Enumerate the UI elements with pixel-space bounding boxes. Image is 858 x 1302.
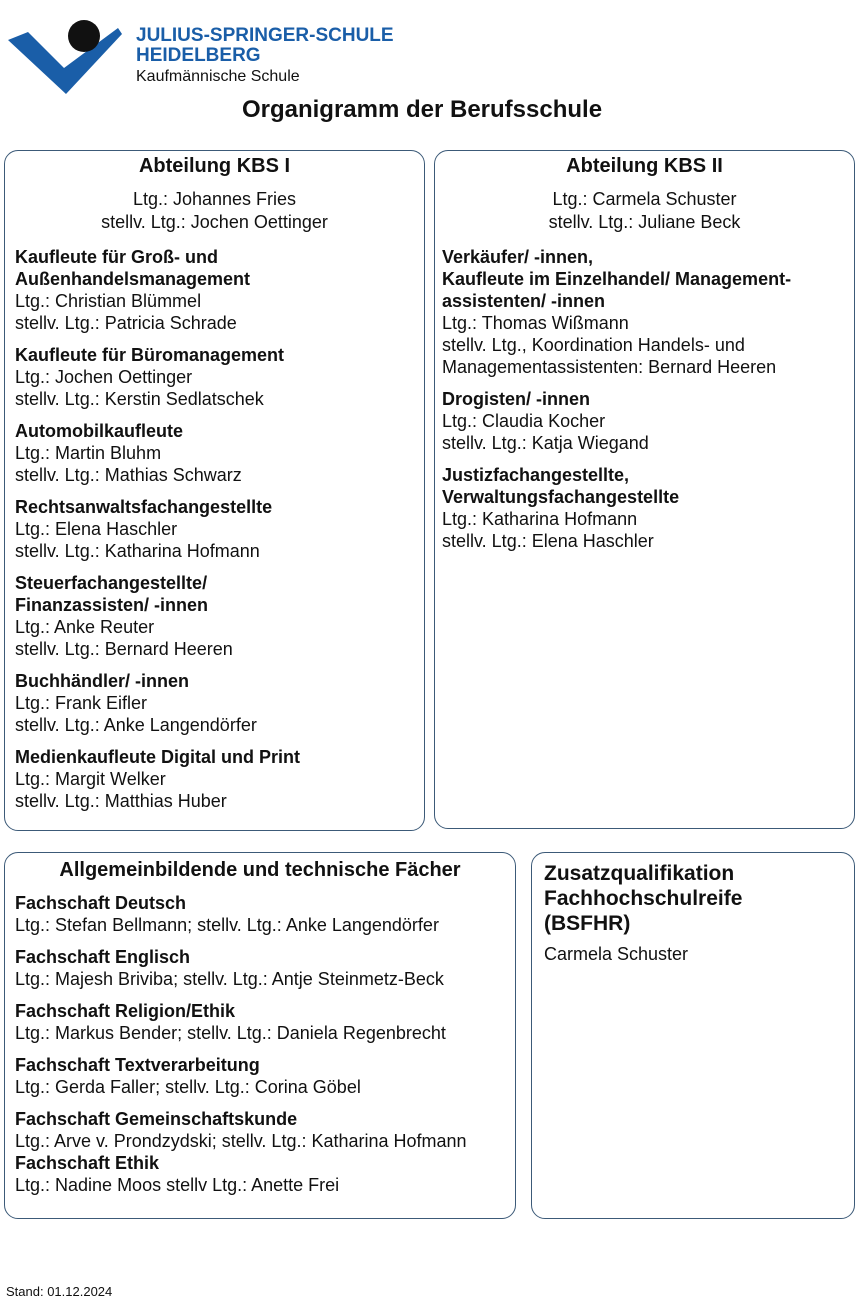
program-title-line: Medienkaufleute Digital und Print bbox=[15, 747, 301, 767]
department-kbs1-title: Abteilung KBS I bbox=[138, 155, 291, 177]
department-kbs2-title: Abteilung KBS II bbox=[566, 155, 723, 177]
program-leader: Ltg.: Margit Welker bbox=[15, 769, 166, 789]
school-name-line2: HEIDELBERG bbox=[136, 45, 261, 66]
subject-section bbox=[15, 1054, 515, 1098]
additional-qualification-box bbox=[531, 852, 855, 1219]
subject-title: Fachschaft Religion/Ethik bbox=[15, 1001, 236, 1021]
subject-section bbox=[15, 1152, 515, 1196]
subject-title: Fachschaft Englisch bbox=[15, 947, 191, 967]
subject-section bbox=[15, 946, 515, 990]
program-leader: Ltg.: Anke Reuter bbox=[15, 617, 155, 637]
program-title-line: Justizfachangestellte, bbox=[442, 465, 630, 485]
program-title-line: Verkäufer/ -innen, bbox=[442, 247, 594, 267]
program-deputy: stellv. Ltg.: Patricia Schrade bbox=[15, 313, 237, 333]
department-kbs1-leadership bbox=[5, 188, 424, 234]
program-deputy: stellv. Ltg.: Matthias Huber bbox=[15, 791, 227, 811]
additional-qualification-title-line: (BSFHR) bbox=[544, 912, 631, 935]
program-title-line: assistenten/ -innen bbox=[442, 291, 606, 311]
school-name-line1: JULIUS-SPRINGER-SCHULE bbox=[136, 25, 394, 46]
school-logo-checkmark-icon bbox=[6, 18, 126, 98]
program-title-line: Automobilkaufleute bbox=[15, 421, 184, 441]
program-section bbox=[15, 420, 424, 486]
general-subjects-sections bbox=[5, 892, 515, 1196]
program-title-line: Kaufleute für Groß- und bbox=[15, 247, 218, 267]
subject-section bbox=[15, 1000, 515, 1044]
department-kbs2-deputy: stellv. Ltg.: Juliane Beck bbox=[548, 212, 741, 232]
program-section bbox=[442, 246, 854, 378]
department-kbs2-sections bbox=[435, 246, 854, 552]
program-deputy: stellv. Ltg., Koordination Handels- und bbox=[442, 335, 745, 355]
program-title-line: Kaufleute im Einzelhandel/ Management- bbox=[442, 269, 792, 289]
program-title-line: Kaufleute für Büromanagement bbox=[15, 345, 285, 365]
program-section bbox=[15, 670, 424, 736]
program-title-line: Buchhändler/ -innen bbox=[15, 671, 190, 691]
program-deputy: stellv. Ltg.: Mathias Schwarz bbox=[15, 465, 242, 485]
program-deputy: stellv. Ltg.: Kerstin Sedlatschek bbox=[15, 389, 264, 409]
program-deputy: stellv. Ltg.: Elena Haschler bbox=[442, 531, 654, 551]
subject-title: Fachschaft Gemeinschaftskunde bbox=[15, 1109, 298, 1129]
department-kbs1-deputy: stellv. Ltg.: Jochen Oettinger bbox=[101, 212, 328, 232]
additional-qualification-title-line: Fachhochschulreife bbox=[544, 887, 743, 910]
department-kbs1-leader: Ltg.: Johannes Fries bbox=[132, 189, 297, 209]
general-subjects-box bbox=[4, 852, 516, 1219]
subject-leadership: Ltg.: Markus Bender; stellv. Ltg.: Daniela Regenbrecht bbox=[15, 1023, 446, 1043]
program-leader: Ltg.: Christian Blümmel bbox=[15, 291, 202, 311]
program-title-line: Finanzassisten/ -innen bbox=[15, 595, 209, 615]
subject-leadership: Ltg.: Nadine Moos stellv Ltg.: Anette Frei bbox=[15, 1175, 340, 1195]
program-leader: Ltg.: Thomas Wißmann bbox=[442, 313, 629, 333]
program-leader: Ltg.: Jochen Oettinger bbox=[15, 367, 193, 387]
program-deputy: stellv. Ltg.: Katja Wiegand bbox=[442, 433, 649, 453]
program-leader: Ltg.: Katharina Hofmann bbox=[442, 509, 638, 529]
program-leader: Ltg.: Martin Bluhm bbox=[15, 443, 162, 463]
additional-qualification-title-line: Zusatzqualifikation bbox=[544, 862, 735, 885]
department-kbs2-leadership bbox=[435, 188, 854, 234]
department-kbs2-leader: Ltg.: Carmela Schuster bbox=[552, 189, 737, 209]
subject-section bbox=[15, 1108, 515, 1152]
program-section bbox=[442, 464, 854, 552]
program-title-line: Verwaltungsfachangestellte bbox=[442, 487, 680, 507]
subject-title: Fachschaft Ethik bbox=[15, 1153, 160, 1173]
page-title: Organigramm der Berufsschule bbox=[241, 96, 603, 123]
footer-stand-date: Stand: 01.12.2024 bbox=[6, 1284, 113, 1299]
department-kbs1-box bbox=[4, 150, 425, 831]
subject-leadership: Ltg.: Arve v. Prondzydski; stellv. Ltg.: Katharina Hofmann bbox=[15, 1131, 467, 1151]
subject-title: Fachschaft Textverarbeitung bbox=[15, 1055, 260, 1075]
program-deputy: Managementassistenten: Bernard Heeren bbox=[442, 357, 777, 377]
program-deputy: stellv. Ltg.: Katharina Hofmann bbox=[15, 541, 260, 561]
program-leader: Ltg.: Frank Eifler bbox=[15, 693, 148, 713]
school-subtitle: Kaufmännische Schule bbox=[136, 68, 300, 85]
program-leader: Ltg.: Claudia Kocher bbox=[442, 411, 606, 431]
additional-qualification-leader: Carmela Schuster bbox=[544, 944, 689, 964]
general-subjects-title: Allgemeinbildende und technische Fächer bbox=[59, 859, 461, 881]
department-kbs2-box bbox=[434, 150, 855, 829]
program-title-line: Drogisten/ -innen bbox=[442, 389, 590, 409]
program-section bbox=[15, 572, 424, 660]
program-title-line: Außenhandelsmanagement bbox=[15, 269, 251, 289]
program-section bbox=[15, 496, 424, 562]
subject-section bbox=[15, 892, 515, 936]
subject-title: Fachschaft Deutsch bbox=[15, 893, 187, 913]
program-title-line: Steuerfachangestellte/ bbox=[15, 573, 208, 593]
program-leader: Ltg.: Elena Haschler bbox=[15, 519, 178, 539]
additional-qualification-title bbox=[532, 853, 854, 936]
subject-leadership: Ltg.: Majesh Briviba; stellv. Ltg.: Antje Steinmetz-Beck bbox=[15, 969, 444, 989]
program-section bbox=[442, 388, 854, 454]
subject-leadership: Ltg.: Gerda Faller; stellv. Ltg.: Corina Göbel bbox=[15, 1077, 361, 1097]
program-section bbox=[15, 246, 424, 334]
department-kbs1-sections bbox=[5, 246, 424, 812]
program-title-line: Rechtsanwaltsfachangestellte bbox=[15, 497, 273, 517]
program-section bbox=[15, 344, 424, 410]
school-name-block bbox=[136, 26, 394, 87]
program-section bbox=[15, 746, 424, 812]
program-deputy: stellv. Ltg.: Anke Langendörfer bbox=[15, 715, 257, 735]
program-deputy: stellv. Ltg.: Bernard Heeren bbox=[15, 639, 233, 659]
subject-leadership: Ltg.: Stefan Bellmann; stellv. Ltg.: Anke Langendörfer bbox=[15, 915, 439, 935]
